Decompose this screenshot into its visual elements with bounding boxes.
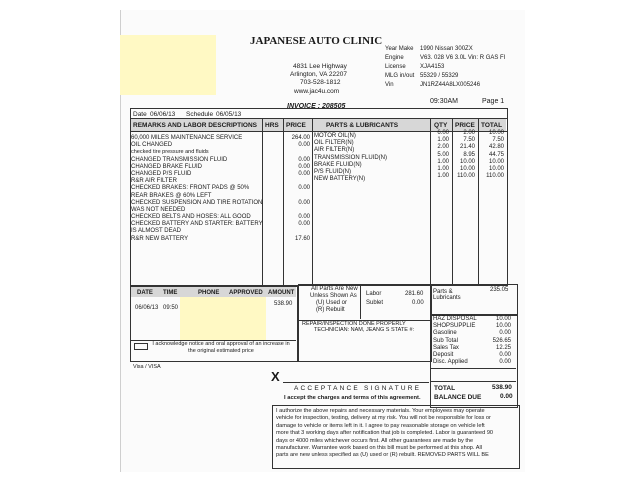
parts-total-label-1: Parts & bbox=[433, 289, 453, 295]
payment-date: 06/06/13 bbox=[135, 305, 159, 311]
labor-total-label: Labor bbox=[366, 291, 382, 297]
sublet-value: 0.00 bbox=[412, 300, 424, 306]
part-name: NEW BATTERY(N) bbox=[314, 176, 366, 183]
labor-line: WAS NOT NEEDED bbox=[131, 206, 186, 213]
parts-header-qty: QTY bbox=[434, 122, 448, 129]
balance-value: 0.00 bbox=[500, 393, 513, 400]
terms-text bbox=[276, 408, 516, 460]
parts-header-total: TOTAL bbox=[481, 122, 503, 129]
labor-price bbox=[284, 178, 310, 185]
acceptance-subtitle: I accept the charges and terms of this agreement. bbox=[284, 395, 421, 401]
terms-line: I authorize the above repairs and necessary materials. Your employees may operate bbox=[276, 408, 485, 414]
acknowledge-checkbox[interactable] bbox=[134, 343, 148, 350]
part-total: 10.00 bbox=[488, 130, 504, 136]
labor-line: CHECKED BATTERY AND STARTER: BATTERY bbox=[131, 221, 263, 228]
shop-city: Arlington, VA 22207 bbox=[290, 71, 347, 78]
part-total: 10.00 bbox=[488, 158, 504, 165]
invoice-page: Page 1 bbox=[482, 98, 505, 105]
parts-header-title: PARTS & LUBRICANTS bbox=[326, 122, 399, 129]
schedule-label: Schedule bbox=[186, 111, 214, 118]
license-label: License bbox=[385, 64, 406, 70]
part-qty: 6.00 bbox=[437, 130, 449, 136]
invoice-number: INVOICE : 208505 bbox=[287, 103, 346, 110]
card-type: Visa / VISA bbox=[133, 364, 161, 370]
labor-header-title: REMARKS AND LABOR DESCRIPTIONS bbox=[133, 122, 257, 129]
labor-line: CHECKED BRAKES: FRONT PADS @ 50% bbox=[131, 185, 250, 192]
labor-line: CHECKED SUSPENSION AND TIRE ROTATION bbox=[131, 199, 263, 206]
shop-address: 4831 Lee Highway bbox=[293, 63, 347, 70]
part-name: AIR FILTER(N) bbox=[314, 147, 355, 154]
summary-label: SHOPSUPPLIE bbox=[433, 323, 476, 330]
total-value: 538.90 bbox=[492, 384, 512, 391]
repair-line-2: TECHNICIAN: NAM, JEANG S STATE #: bbox=[314, 327, 415, 333]
labor-price: 17.60 bbox=[294, 235, 310, 242]
parts-notice-4: (R) Rebuilt bbox=[316, 307, 345, 313]
labor-line: CHANGED BRAKE FLUID bbox=[131, 163, 203, 170]
parts-lines bbox=[314, 133, 428, 183]
payment-header-phone: PHONE bbox=[198, 290, 220, 296]
labor-price: 0.00 bbox=[298, 199, 310, 206]
signature-line[interactable] bbox=[283, 382, 429, 383]
parts-notice-1: All Parts Are New bbox=[311, 286, 358, 292]
labor-lines bbox=[131, 135, 261, 243]
labor-price: 0.00 bbox=[298, 214, 310, 221]
part-total: 42.80 bbox=[488, 144, 504, 151]
summary-label: Sub Total bbox=[433, 337, 458, 344]
part-qty: 5.00 bbox=[437, 151, 449, 158]
engine-value: V63. 028 V6 3.0L Vin: R GAS FI bbox=[420, 55, 506, 61]
parts-total-value: 235.05 bbox=[490, 287, 509, 293]
terms-line: vehicle for inspection, testing, delivery at my risk. You will not be responsible for loss or bbox=[276, 415, 491, 422]
balance-label: BALANCE DUE bbox=[434, 394, 482, 401]
payment-header-approved: APPROVED bbox=[229, 290, 263, 296]
labor-price: 0.00 bbox=[298, 185, 310, 192]
summary-label: HAZ DISPOSAL bbox=[433, 316, 477, 322]
parts-total bbox=[479, 130, 505, 180]
terms-line: manufacturer. Warrantee work based on this bill must be performed at this shop. All bbox=[276, 445, 482, 452]
part-qty: 1.00 bbox=[437, 158, 449, 165]
summary-label: Gasoline bbox=[433, 330, 457, 337]
acknowledge-text: I acknowledge notice and oral approval of an increase in the original estimated price bbox=[152, 341, 290, 354]
part-price: 2.00 bbox=[463, 130, 475, 136]
license-value: XJA4153 bbox=[420, 64, 445, 70]
shop-name: JAPANESE AUTO CLINIC bbox=[250, 35, 383, 47]
labor-price bbox=[284, 193, 310, 200]
summary-label: Sales Tax bbox=[433, 344, 459, 351]
labor-line: CHECKED BELTS AND HOSES: ALL GOOD bbox=[131, 214, 251, 221]
labor-total-value: 281.60 bbox=[405, 291, 424, 297]
labor-price: 0.00 bbox=[298, 170, 310, 177]
redacted-customer-block bbox=[120, 35, 216, 95]
summary-value: 0.00 bbox=[499, 330, 511, 337]
payment-header-date: DATE bbox=[137, 290, 153, 296]
labor-price: 264.00 bbox=[291, 135, 310, 141]
engine-label: Engine bbox=[385, 55, 404, 61]
total-label: TOTAL bbox=[434, 385, 456, 392]
summary-label: Disc. Applied bbox=[433, 359, 468, 366]
labor-line: R&R NEW BATTERY bbox=[131, 235, 189, 242]
part-price: 8.95 bbox=[463, 151, 475, 158]
part-name: MOTOR OIL(N) bbox=[314, 133, 356, 139]
labor-line: CHANGED P/S FLUID bbox=[131, 170, 192, 177]
part-name: P/S FLUID(N) bbox=[314, 168, 352, 175]
repair-line-1: REPAIR/INSPECTION DONE PROPERLY bbox=[302, 321, 406, 327]
part-price: 10.00 bbox=[459, 165, 475, 172]
labor-line: REAR BRAKES @ 60% LEFT bbox=[131, 192, 212, 199]
labor-line: 60,000 MILES MAINTENANCE SERVICE bbox=[131, 135, 243, 141]
labor-header-price: PRICE bbox=[286, 122, 306, 129]
payment-amount: 538.90 bbox=[274, 301, 293, 307]
part-qty: 2.00 bbox=[437, 144, 449, 151]
mileage-value: 55329 / 55329 bbox=[420, 73, 459, 79]
payment-header-time: TIME bbox=[163, 290, 178, 296]
labor-price: 0.00 bbox=[298, 156, 310, 163]
part-name: TRANSMISSION FLUID(N) bbox=[314, 154, 388, 161]
year-make-label: Year Make bbox=[385, 46, 414, 52]
terms-line: parts are new unless specified as (U) used or (R) rebuilt. REMOVED PARTS WILL BE bbox=[276, 452, 489, 459]
parts-qty bbox=[431, 130, 451, 180]
labor-line: R&R AIR FILTER bbox=[131, 178, 177, 185]
labor-line: IS ALMOST DEAD bbox=[131, 228, 181, 235]
parts-notice-2: Unless Shown As bbox=[310, 293, 357, 299]
terms-line: damage to vehicle or items left in it. I agree to pay reasonable storage on vehicle left bbox=[276, 422, 485, 429]
acceptance-title: ACCEPTANCE SIGNATURE bbox=[294, 385, 422, 392]
part-qty: 1.00 bbox=[437, 165, 449, 172]
labor-price bbox=[284, 207, 310, 214]
terms-line: days or 4000 miles whichever occurs first. All other guarantees are made by the bbox=[276, 437, 474, 444]
payment-time: 09:50 bbox=[163, 305, 179, 311]
labor-header-hrs: HRS bbox=[265, 122, 279, 129]
labor-price: 0.00 bbox=[298, 221, 310, 228]
summary-value: 0.00 bbox=[499, 359, 511, 366]
date-value: 06/06/13 bbox=[150, 111, 176, 118]
summary-value: 526.65 bbox=[492, 337, 511, 344]
parts-header-price: PRICE bbox=[455, 122, 475, 129]
date-label: Date bbox=[133, 111, 147, 118]
labor-price bbox=[284, 228, 310, 235]
summary-value: 10.00 bbox=[495, 316, 511, 322]
labor-price: 0.00 bbox=[298, 163, 310, 170]
signature-x-mark: X bbox=[271, 369, 280, 384]
part-price: 21.40 bbox=[459, 144, 475, 151]
shop-phone: 703-528-1812 bbox=[300, 79, 341, 86]
summary-values bbox=[485, 316, 512, 366]
labor-prices bbox=[284, 135, 310, 243]
labor-line: checked tire pressure and fluids bbox=[131, 149, 209, 156]
labor-price: 0.00 bbox=[298, 142, 310, 149]
part-total: 44.75 bbox=[488, 151, 504, 158]
part-price: 110.00 bbox=[457, 173, 475, 180]
part-name: BRAKE FLUID(N) bbox=[314, 161, 362, 168]
parts-notice-3: (U) Used or bbox=[316, 300, 348, 306]
vin-value: JN1RZ44A8LX005246 bbox=[420, 82, 481, 88]
labor-line: OIL CHANGED bbox=[131, 142, 173, 149]
sublet-label: Sublet bbox=[366, 300, 384, 306]
vin-label: Vin bbox=[385, 82, 394, 88]
mileage-label: MLG in/out bbox=[385, 73, 415, 79]
payment-header-amount: AMOUNT bbox=[268, 290, 295, 296]
part-total: 110.00 bbox=[486, 173, 504, 180]
parts-total-label-2: Lubricants bbox=[433, 295, 461, 301]
part-price: 10.00 bbox=[459, 158, 475, 165]
parts-price bbox=[453, 130, 477, 180]
part-qty: 1.00 bbox=[437, 173, 449, 180]
terms-line: more that 3 working days after notification that job is completed. Labor is guaranteed 90 bbox=[276, 430, 494, 437]
year-make-value: 1990 Nissan 300ZX bbox=[420, 46, 473, 52]
schedule-value: 06/05/13 bbox=[216, 111, 242, 118]
shop-web: www.jac4u.com bbox=[294, 88, 340, 95]
part-name: OIL FILTER(N) bbox=[314, 140, 354, 147]
summary-label: Deposit bbox=[433, 351, 454, 358]
part-price: 7.50 bbox=[463, 137, 475, 144]
part-qty: 1.00 bbox=[437, 137, 449, 144]
summary-value: 10.00 bbox=[495, 323, 511, 330]
part-total: 10.00 bbox=[488, 165, 504, 172]
part-total: 7.50 bbox=[492, 137, 504, 144]
labor-price bbox=[284, 149, 310, 156]
summary-value: 12.25 bbox=[495, 344, 511, 351]
labor-line: CHANGED TRANSMISSION FLUID bbox=[131, 156, 228, 163]
summary-value: 0.00 bbox=[499, 351, 511, 358]
invoice-time: 09:30AM bbox=[430, 98, 459, 105]
